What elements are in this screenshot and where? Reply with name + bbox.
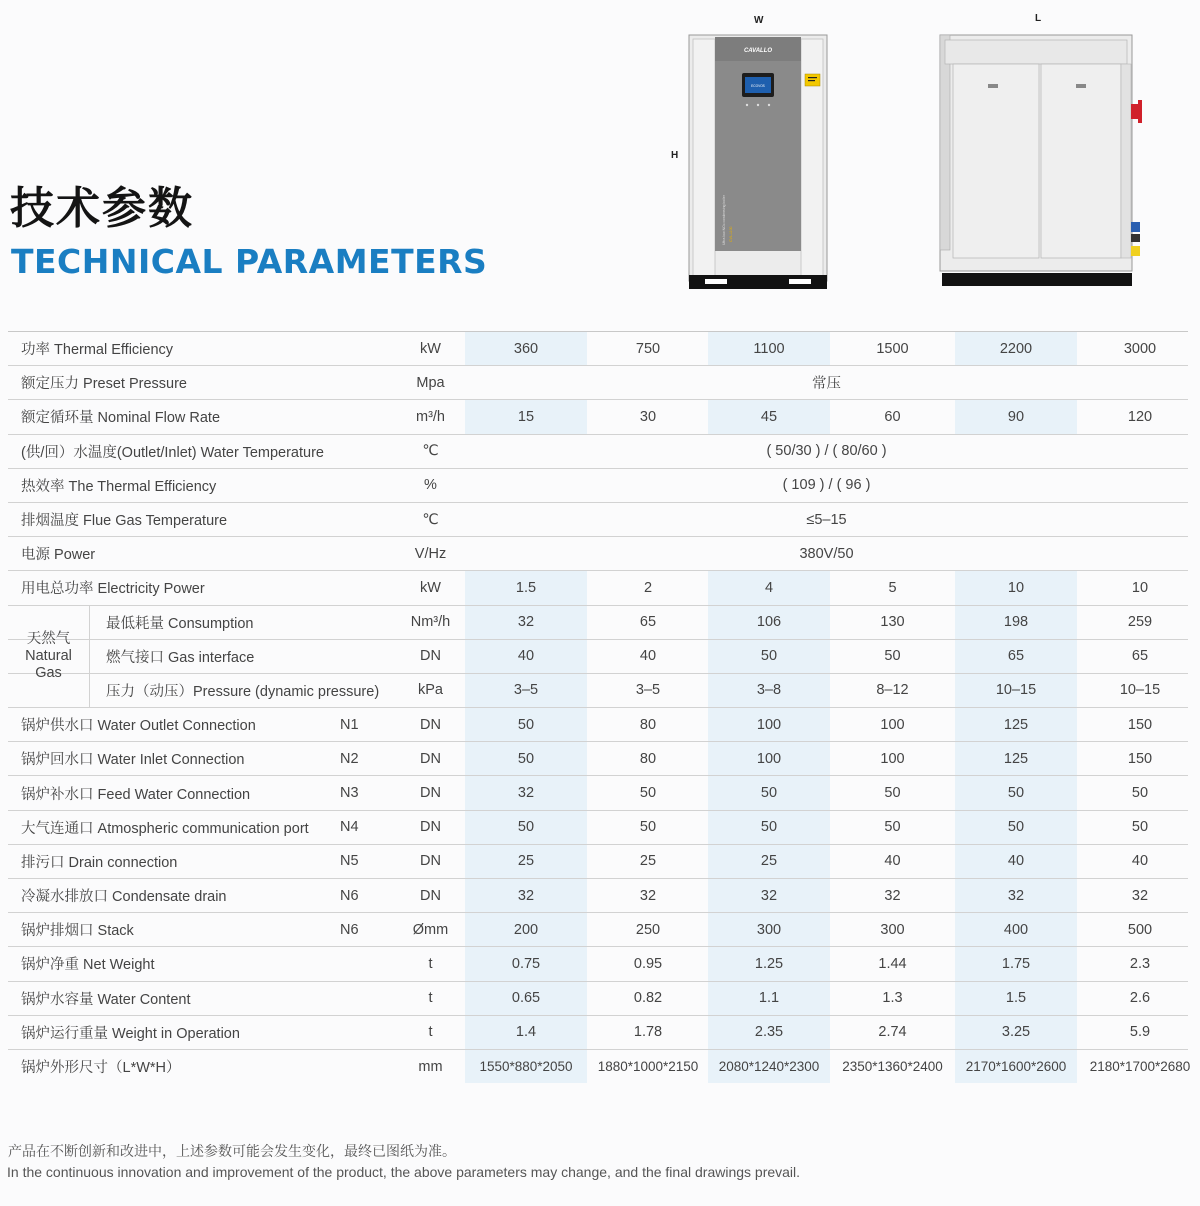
value-cell: 2180*1700*2680 xyxy=(1089,1059,1191,1075)
value-cell: 259 xyxy=(1127,614,1153,631)
value-cell: 1.44 xyxy=(878,955,907,972)
unit-cell: t xyxy=(428,990,433,1007)
unit-cell: DN xyxy=(420,853,441,870)
value-cell: 40 xyxy=(1131,853,1149,870)
value-cell: 25 xyxy=(760,853,778,870)
value-cell: 50 xyxy=(639,785,657,802)
gas-group-line: 天然气 xyxy=(26,630,71,647)
gas-group-line: Gas xyxy=(35,664,62,681)
value-cell: 4 xyxy=(764,579,774,596)
table-row xyxy=(8,741,1188,775)
unit-cell: DN xyxy=(420,750,441,767)
value-cell: 50 xyxy=(760,648,778,665)
height-dimension-label: H xyxy=(671,150,679,161)
unit-cell: DN xyxy=(420,887,441,904)
value-cell: 2.74 xyxy=(878,1024,907,1041)
value-cell: 1.1 xyxy=(758,990,780,1007)
row-label: 额定循环量 Nominal Flow Rate xyxy=(21,410,221,427)
unit-cell: ℃ xyxy=(422,511,439,528)
value-cell: 32 xyxy=(760,887,778,904)
table-row xyxy=(8,605,1188,639)
value-cell: 50 xyxy=(760,785,778,802)
value-cell: 198 xyxy=(1003,614,1029,631)
value-cell: 750 xyxy=(635,340,661,357)
value-cell: 1.75 xyxy=(1001,955,1031,972)
value-cell: 50 xyxy=(1131,819,1149,836)
table-row xyxy=(8,844,1188,878)
table-row xyxy=(8,981,1188,1015)
row-label: 锅炉净重 Net Weight xyxy=(21,957,155,974)
value-cell: 120 xyxy=(1127,408,1153,425)
row-label: 锅炉运行重量 Weight in Operation xyxy=(21,1025,240,1042)
value-cell: 32 xyxy=(1131,887,1149,904)
value-cell: 5.9 xyxy=(1129,1024,1151,1041)
value-cell: 80 xyxy=(639,716,657,733)
table-row xyxy=(8,468,1188,502)
value-cell: 50 xyxy=(884,819,901,836)
unit-cell: ℃ xyxy=(422,443,439,460)
value-cell: 32 xyxy=(884,887,901,904)
svg-text:CVL-1100: CVL-1100 xyxy=(729,226,733,242)
value-cell: 3.25 xyxy=(1001,1024,1031,1041)
table-row xyxy=(8,673,1188,707)
row-label: 最低耗量 Consumption xyxy=(106,615,254,632)
connection-code: N6 xyxy=(340,887,359,904)
unit-cell: DN xyxy=(420,819,441,836)
value-cell: 2350*1360*2400 xyxy=(842,1059,943,1075)
boiler-front-view xyxy=(685,30,831,292)
value-cell: 1550*880*2050 xyxy=(479,1059,573,1075)
merged-value-cell: 380V/50 xyxy=(465,537,1188,570)
table-row xyxy=(8,399,1188,433)
value-cell: 50 xyxy=(1007,785,1025,802)
value-cell: 400 xyxy=(1003,921,1029,938)
value-cell: 200 xyxy=(513,921,539,938)
table-row xyxy=(8,1015,1188,1049)
value-cell: 10 xyxy=(1007,579,1025,596)
unit-cell: % xyxy=(424,477,437,494)
value-cell: 100 xyxy=(880,716,905,733)
unit-cell: kW xyxy=(420,579,441,596)
value-cell: 40 xyxy=(884,853,901,870)
row-label: 锅炉水容量 Water Content xyxy=(21,991,191,1008)
value-cell: 10–15 xyxy=(1119,682,1161,699)
boiler-side-view xyxy=(935,28,1145,290)
value-cell: 106 xyxy=(756,614,782,631)
value-cell: 25 xyxy=(639,853,657,870)
value-cell: 32 xyxy=(517,614,535,631)
page-title-en: TECHNICAL PARAMETERS xyxy=(11,242,488,281)
value-cell: 90 xyxy=(1007,408,1025,425)
spec-table xyxy=(8,331,1191,1083)
connection-code: N2 xyxy=(340,750,359,767)
svg-text:Ultra low NOx condensing boile: Ultra low NOx condensing boiler xyxy=(722,195,726,245)
row-label: 锅炉补水口 Feed Water Connection xyxy=(21,786,251,803)
row-label: 排污口 Drain connection xyxy=(21,854,178,871)
value-cell: 150 xyxy=(1127,750,1153,767)
value-cell: 250 xyxy=(635,921,661,938)
connection-code: N6 xyxy=(340,921,359,938)
connection-code: N3 xyxy=(340,785,359,802)
table-row xyxy=(8,331,1188,365)
table-row xyxy=(8,570,1188,604)
row-label: 电源 Power xyxy=(21,547,96,564)
table-row xyxy=(8,434,1188,468)
value-cell: 1.3 xyxy=(882,990,903,1007)
value-cell: 1.78 xyxy=(633,1024,663,1041)
table-row xyxy=(8,878,1188,912)
brand-logo: CAVALLO xyxy=(743,48,773,54)
value-cell: 125 xyxy=(1003,716,1029,733)
svg-text:ECOVOS: ECOVOS xyxy=(751,84,765,88)
unit-cell: m³/h xyxy=(416,408,445,425)
value-cell: 2170*1600*2600 xyxy=(965,1059,1067,1075)
value-cell: 300 xyxy=(756,921,782,938)
value-cell: 30 xyxy=(639,408,657,425)
unit-cell: t xyxy=(428,1024,433,1041)
table-row xyxy=(8,536,1188,570)
unit-cell: Mpa xyxy=(416,374,445,391)
merged-value-cell: 常压 xyxy=(465,366,1188,399)
value-cell: 65 xyxy=(639,614,657,631)
width-dimension-label: W xyxy=(754,15,764,26)
value-cell: 32 xyxy=(517,887,535,904)
value-cell: 10–15 xyxy=(995,682,1037,699)
page-title-zh: 技术参数 xyxy=(10,183,194,234)
value-cell: 25 xyxy=(517,853,535,870)
footnote-en: In the continuous innovation and improvement of the product, the above parameters may change, and the final drawings prevail. xyxy=(7,1164,801,1180)
value-cell: 50 xyxy=(517,819,535,836)
value-cell: 1.5 xyxy=(515,579,537,596)
blue-inlet-pipe-icon xyxy=(1131,222,1140,232)
value-cell: 50 xyxy=(639,819,657,836)
row-label: 功率 Thermal Efficiency xyxy=(21,342,174,359)
unit-cell: DN xyxy=(420,648,441,665)
value-cell: 2.35 xyxy=(754,1024,784,1041)
merged-value-cell: ( 50/30 ) / ( 80/60 ) xyxy=(465,435,1188,468)
row-label: 锅炉供水口 Water Outlet Connection xyxy=(21,718,256,735)
value-cell: 8–12 xyxy=(876,682,909,699)
unit-cell: mm xyxy=(418,1058,443,1075)
value-cell: 300 xyxy=(880,921,905,938)
value-cell: 100 xyxy=(756,716,782,733)
value-cell: 150 xyxy=(1127,716,1153,733)
value-cell: 125 xyxy=(1003,750,1029,767)
connection-code: N5 xyxy=(340,853,359,870)
value-cell: 0.82 xyxy=(633,990,663,1007)
value-cell: 50 xyxy=(1131,785,1149,802)
value-cell: 50 xyxy=(884,648,901,665)
table-row xyxy=(8,639,1188,673)
table-row xyxy=(8,912,1188,946)
unit-cell: DN xyxy=(420,785,441,802)
value-cell: 45 xyxy=(760,408,778,425)
value-cell: 1880*1000*2150 xyxy=(597,1059,699,1075)
row-label: 排烟温度 Flue Gas Temperature xyxy=(21,513,228,530)
table-row xyxy=(8,775,1188,809)
value-cell: 50 xyxy=(517,750,535,767)
row-label: 锅炉回水口 Water Inlet Connection xyxy=(21,752,245,769)
value-cell: 32 xyxy=(1007,887,1025,904)
value-cell: 2.6 xyxy=(1129,990,1151,1007)
value-cell: 1.5 xyxy=(1005,990,1027,1007)
value-cell: 0.75 xyxy=(511,955,541,972)
row-label: 锅炉排烟口 Stack xyxy=(21,923,134,940)
value-cell: 65 xyxy=(1007,648,1025,665)
unit-cell: kW xyxy=(420,340,441,357)
value-cell: 80 xyxy=(639,750,657,767)
footnote-zh: 产品在不断创新和改进中，上述参数可能会发生变化，最终已图纸为准。 xyxy=(8,1143,456,1159)
row-label: 锅炉外形尺寸（L*W*H） xyxy=(21,1060,181,1077)
unit-cell: DN xyxy=(420,716,441,733)
value-cell: 50 xyxy=(517,716,535,733)
merged-value-cell: ( 109 ) / ( 96 ) xyxy=(465,469,1188,502)
value-cell: 0.95 xyxy=(633,955,663,972)
value-cell: 360 xyxy=(513,340,539,357)
value-cell: 40 xyxy=(517,648,535,665)
row-label: 压力（动压）Pressure (dynamic pressure) xyxy=(106,683,380,700)
value-cell: 2.3 xyxy=(1129,955,1151,972)
row-label: (供/回）水温度(Outlet/Inlet) Water Temperature xyxy=(21,444,324,461)
value-cell: 1.25 xyxy=(754,955,784,972)
row-label: 冷凝水排放口 Condensate drain xyxy=(21,889,227,906)
table-row xyxy=(8,810,1188,844)
value-cell: 0.65 xyxy=(511,990,541,1007)
table-row xyxy=(8,946,1188,980)
value-cell: 2 xyxy=(643,579,653,596)
value-cell: 1500 xyxy=(876,340,909,357)
value-cell: 1100 xyxy=(753,340,785,357)
value-cell: 15 xyxy=(517,408,535,425)
unit-cell: V/Hz xyxy=(414,545,447,562)
value-cell: 40 xyxy=(1007,853,1025,870)
table-row xyxy=(8,502,1188,536)
value-cell: 50 xyxy=(1007,819,1025,836)
value-cell: 10 xyxy=(1131,579,1149,596)
unit-cell: t xyxy=(428,955,433,972)
value-cell: 40 xyxy=(639,648,657,665)
table-row xyxy=(8,1049,1191,1083)
connection-code: N4 xyxy=(340,819,359,836)
value-cell: 2200 xyxy=(999,340,1033,357)
value-cell: 50 xyxy=(760,819,778,836)
value-cell: 3–5 xyxy=(635,682,661,699)
value-cell: 1.4 xyxy=(515,1024,537,1041)
value-cell: 50 xyxy=(884,785,901,802)
row-label: 大气连通口 Atmospheric communication port xyxy=(21,820,309,837)
value-cell: 60 xyxy=(884,408,901,425)
unit-cell: kPa xyxy=(418,682,443,699)
value-cell: 500 xyxy=(1127,921,1153,938)
value-cell: 100 xyxy=(880,750,905,767)
row-label: 额定压力 Preset Pressure xyxy=(21,376,187,393)
unit-cell: Ømm xyxy=(412,921,449,938)
table-row xyxy=(8,365,1188,399)
gas-group-line: Natural xyxy=(25,647,72,664)
row-label: 燃气接口 Gas interface xyxy=(106,649,255,666)
value-cell: 65 xyxy=(1131,648,1149,665)
length-dimension-label: L xyxy=(1035,13,1042,24)
value-cell: 3–5 xyxy=(513,682,539,699)
natural-gas-group-label xyxy=(8,605,90,707)
value-cell: 32 xyxy=(517,785,535,802)
value-cell: 5 xyxy=(888,579,897,596)
row-label: 热效率 The Thermal Efficiency xyxy=(21,478,217,495)
value-cell: 100 xyxy=(756,750,782,767)
unit-cell: Nm³/h xyxy=(410,614,451,631)
table-row xyxy=(8,707,1188,741)
row-label: 用电总功率 Electricity Power xyxy=(21,581,205,598)
yellow-gas-pipe-icon xyxy=(1131,246,1140,256)
value-cell: 32 xyxy=(639,887,657,904)
connection-code: N1 xyxy=(340,716,359,733)
value-cell: 3000 xyxy=(1123,340,1157,357)
merged-value-cell: ≤5–15 xyxy=(465,503,1188,536)
value-cell: 3–8 xyxy=(756,682,782,699)
value-cell: 2080*1240*2300 xyxy=(718,1059,820,1075)
value-cell: 130 xyxy=(880,614,905,631)
